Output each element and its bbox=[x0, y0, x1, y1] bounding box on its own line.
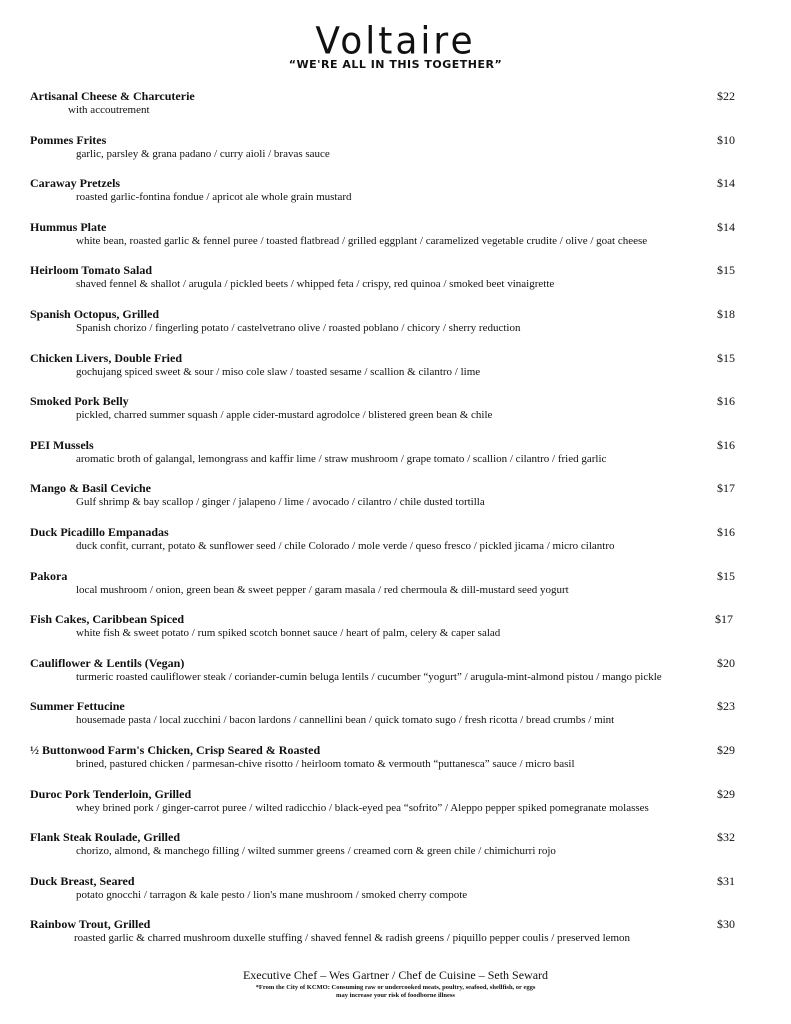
menu-item bbox=[30, 262, 760, 306]
menu-item-description: aromatic broth of galangal, lemongrass and kaffir lime / straw mushroom / grape tomato / scallion / cilantro / fried garlic bbox=[76, 452, 607, 465]
menu-item-description: turmeric roasted cauliflower steak / coriander-cumin beluga lentils / cucumber “yogurt” / arugula-mint-almond pistou / mango pickle bbox=[76, 670, 662, 683]
menu-item-price: $14 bbox=[717, 219, 735, 234]
menu-item bbox=[30, 524, 760, 568]
menu-item-name: Caraway Pretzels bbox=[30, 176, 121, 191]
menu-item-name: Summer Fettucine bbox=[30, 699, 125, 714]
menu-footer bbox=[0, 968, 791, 1000]
menu-item-price: $16 bbox=[717, 394, 735, 409]
menu-item-description: with accoutrement bbox=[68, 104, 150, 116]
menu-item-price: $20 bbox=[717, 655, 735, 670]
disclaimer-line: *From the City of KCMO: Consuming raw or undercooked meats, poultry, seafood, shellfish, or eggs bbox=[255, 984, 536, 991]
menu-item-description: roasted garlic & charred mushroom duxelle stuffing / shaved fennel & radish greens / piquillo pepper coulis / preserved lemon bbox=[74, 932, 631, 945]
menu-item-description: potato gnocchi / tarragon & kale pesto / lion's mane mushroom / smoked cherry compote bbox=[76, 888, 468, 901]
menu-item-name: PEI Mussels bbox=[30, 437, 94, 452]
menu-item-price: $23 bbox=[717, 699, 735, 714]
menu-item bbox=[30, 132, 760, 176]
menu-item-description: roasted garlic-fontina fondue / apricot ale whole grain mustard bbox=[76, 191, 352, 204]
menu-item bbox=[30, 350, 760, 394]
disclaimer-line: may increase your risk of foodborne illness bbox=[336, 992, 455, 999]
menu-item-name: Pommes Frites bbox=[30, 132, 107, 147]
menu-item-description: white bean, roasted garlic & fennel puree / toasted flatbread / grilled eggplant / caramelized vegetable crudite / olive / goat cheese bbox=[76, 234, 648, 247]
menu-item-price: $15 bbox=[717, 568, 735, 583]
restaurant-title: Voltaire bbox=[315, 19, 476, 63]
menu-item bbox=[30, 829, 760, 873]
menu-item-price: $17 bbox=[717, 481, 735, 496]
menu-item-name: Fish Cakes, Caribbean Spiced bbox=[30, 612, 185, 627]
menu-item-price: $16 bbox=[717, 524, 735, 539]
menu-item-price: $15 bbox=[717, 263, 735, 278]
menu-item bbox=[30, 175, 760, 219]
menu-item-price: $14 bbox=[717, 176, 735, 191]
menu-item bbox=[30, 568, 760, 612]
restaurant-tagline: “WE'RE ALL IN THIS TOGETHER” bbox=[288, 58, 503, 71]
menu-item-name: Spanish Octopus, Grilled bbox=[30, 306, 160, 321]
menu-item-price: $32 bbox=[717, 830, 735, 845]
menu-item-description: shaved fennel & shallot / arugula / pickled beets / whipped feta / crispy, red quinoa / smoked beet vinaigrette bbox=[76, 278, 555, 291]
menu-item-price: $17 bbox=[715, 612, 733, 627]
menu-item bbox=[30, 437, 760, 481]
menu-item bbox=[30, 393, 760, 437]
menu-item-description: brined, pastured chicken / parmesan-chive risotto / heirloom tomato & vermouth “puttanesca” sauce / micro basil bbox=[76, 757, 575, 770]
menu-item-description: duck confit, currant, potato & sunflower seed / chile Colorado / mole verde / queso fresco / pickled jicama / micro cilantro bbox=[76, 539, 615, 552]
menu-item-name: Rainbow Trout, Grilled bbox=[30, 917, 151, 932]
menu-item-price: $10 bbox=[717, 132, 735, 147]
menu-item bbox=[30, 873, 760, 917]
menu-item-name: Hummus Plate bbox=[30, 219, 107, 234]
menu-item-name: Artisanal Cheese & Charcuterie bbox=[30, 89, 195, 103]
menu-item-name: Duck Breast, Seared bbox=[30, 873, 135, 888]
menu-item-price: $18 bbox=[717, 306, 735, 321]
menu-item bbox=[30, 611, 760, 655]
menu-item-description: pickled, charred summer squash / apple cider-mustard agrodolce / blistered green bean & chile bbox=[76, 409, 493, 422]
menu-item-price: $29 bbox=[717, 742, 735, 757]
menu-item-name: Flank Steak Roulade, Grilled bbox=[30, 830, 181, 845]
menu-item-description: white fish & sweet potato / rum spiked scotch bonnet sauce / heart of palm, celery & caper salad bbox=[76, 627, 501, 640]
menu-item-description: gochujang spiced sweet & sour / miso cole slaw / toasted sesame / scallion & cilantro / lime bbox=[76, 365, 481, 378]
menu-item bbox=[30, 916, 760, 960]
menu-item bbox=[30, 219, 760, 263]
chef-credits: Executive Chef – Wes Gartner / Chef de Cuisine – Seth Seward bbox=[242, 968, 549, 982]
menu-item bbox=[30, 655, 760, 699]
menu-list bbox=[30, 88, 760, 960]
menu-item-description: local mushroom / onion, green bean & sweet pepper / garam masala / red chermoula & dill-mustard seed yogurt bbox=[76, 583, 569, 596]
menu-item-description: whey brined pork / ginger-carrot puree / wilted radicchio / black-eyed pea “sofrito” / Aleppo pepper spiked pomegranate molasses bbox=[76, 801, 649, 814]
menu-item-name: Pakora bbox=[30, 568, 68, 583]
menu-item bbox=[30, 480, 760, 524]
menu-item-description: housemade pasta / local zucchini / bacon lardons / cannellini bean / quick tomato sugo / fresh ricotta / bread crumbs / mint bbox=[76, 714, 615, 727]
menu-item-description: Gulf shrimp & bay scallop / ginger / jalapeno / lime / avocado / cilantro / chile dusted tortilla bbox=[76, 496, 485, 509]
menu-item-price: $31 bbox=[717, 873, 735, 888]
menu-item-price: $30 bbox=[717, 917, 735, 932]
health-disclaimer bbox=[0, 984, 791, 1000]
menu-header bbox=[0, 19, 791, 71]
menu-item-description: garlic, parsley & grana padano / curry aioli / bravas sauce bbox=[76, 147, 330, 160]
menu-item-description: chorizo, almond, & manchego filling / wilted summer greens / creamed corn & green chile / chimichurri rojo bbox=[76, 845, 556, 858]
menu-item bbox=[30, 306, 760, 350]
menu-item bbox=[30, 786, 760, 830]
menu-item-name: Chicken Livers, Double Fried bbox=[30, 350, 182, 365]
menu-item bbox=[30, 698, 760, 742]
menu-item-name: Smoked Pork Belly bbox=[30, 394, 129, 409]
menu-item bbox=[30, 742, 760, 786]
menu-item-price: $29 bbox=[717, 786, 735, 801]
menu-item-name: Mango & Basil Ceviche bbox=[30, 481, 151, 496]
menu-item-name: ½ Buttonwood Farm's Chicken, Crisp Seared & Roasted bbox=[30, 742, 321, 757]
menu-item-name: Cauliflower & Lentils (Vegan) bbox=[30, 655, 185, 670]
menu-item-name: Heirloom Tomato Salad bbox=[30, 263, 153, 278]
menu-item-name: Duck Picadillo Empanadas bbox=[30, 524, 169, 539]
menu-item-price: $15 bbox=[717, 350, 735, 365]
menu-item-description: Spanish chorizo / fingerling potato / castelvetrano olive / roasted poblano / chicory / sherry reduction bbox=[76, 321, 521, 334]
menu-item bbox=[30, 88, 760, 132]
menu-item-name: Duroc Pork Tenderloin, Grilled bbox=[30, 786, 192, 801]
menu-item-price: $16 bbox=[717, 437, 735, 452]
menu-item-price: $22 bbox=[717, 89, 735, 103]
